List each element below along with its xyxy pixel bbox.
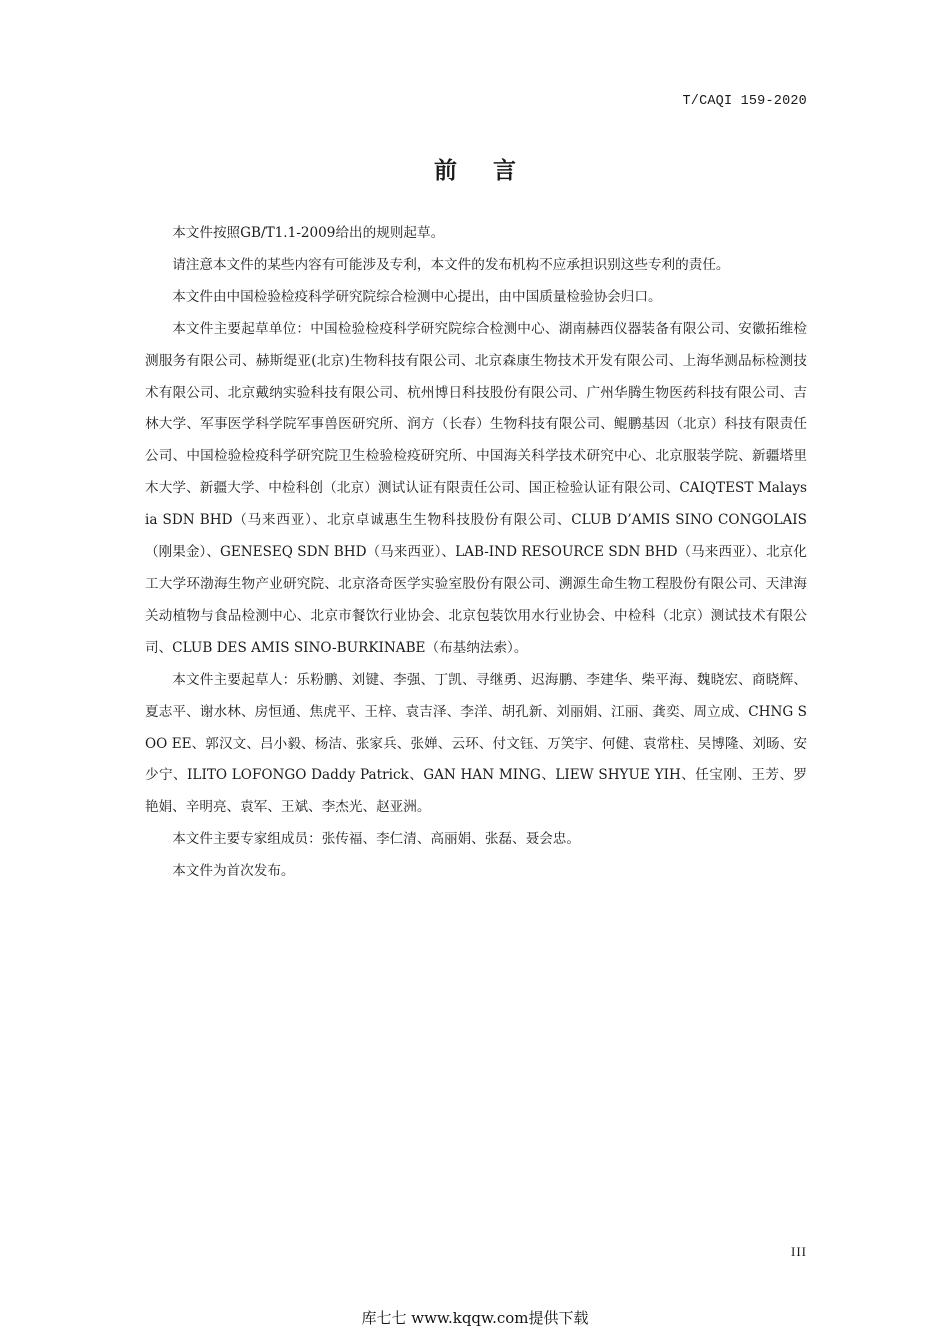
paragraph-drafting-units: 本文件主要起草单位：中国检验检疫科学研究院综合检测中心、湖南赫西仪器装备有限公司、安徽拓维检测服务有限公司、赫斯缇亚(北京)生物科技有限公司、北京森康生物技术开发有限公司、上海华测品标检测技术有限公司、北京戴纳实验科技有限公司、杭州博日科技股份有限公司、广州华腾生物医药科技有限公司、吉林大学、军事医学科学院军事兽医研究所、润方（长春）生物科技有限公司、鲲鹏基因（北京）科技有限责任公司、中国检验检疫科学研究院卫生检验检疫研究所、中国海关科学技术研究中心、北京服装学院、新疆塔里木大学、新疆大学、中检科创（北京）测试认证有限责任公司、国正检验认证有限公司、CAIQTEST Malaysia SDN BHD（马来西亚）、北京卓诚惠生生物科技股份有限公司、CLUB D’AMIS SINO CONGOLAIS（刚果金）、GENESEQ SDN BHD（马来西亚）、LAB-IND RESOURCE SDN BHD（马来西亚）、北京化工大学环渤海生物产业研究院、北京洛奇医学实验室股份有限公司、溯源生命生物工程股份有限公司、天津海关动植物与食品检测中心、北京市餐饮行业协会、北京包装饮用水行业协会、中检科（北京）测试技术有限公司、CLUB DES AMIS SINO-BURKINABE（布基纳法索）。 xyxy=(145,320,807,656)
foreword-body xyxy=(145,218,807,888)
paragraph-first-release: 本文件为首次发布。 xyxy=(172,863,295,880)
paragraph-patent-notice: 请注意本文件的某些内容有可能涉及专利，本文件的发布机构不应承担识别这些专利的责任。 xyxy=(172,256,730,273)
paragraph-proposer: 本文件由中国检验检疫科学研究院综合检测中心提出，由中国质量检验协会归口。 xyxy=(172,288,662,305)
paragraph-experts: 本文件主要专家组成员：张传福、李仁清、高丽娟、张磊、聂会忠。 xyxy=(172,831,580,848)
page-title: 前言 xyxy=(434,158,552,184)
paragraph-drafting-rules: 本文件按照GB/T1.1-2009给出的规则起草。 xyxy=(172,225,445,241)
document-code: T/CAQI 159-2020 xyxy=(682,94,807,109)
paragraph-drafters: 本文件主要起草人：乐粉鹏、刘键、李强、丁凯、寻继勇、迟海鹏、李建华、柴平海、魏晓宏、商晓辉、夏志平、谢水林、房恒通、焦虎平、王梓、袁吉泽、李洋、胡孔新、刘丽娟、江丽、龚奕、周立成、CHNG SOO EE、郭汉文、吕小毅、杨洁、张家兵、张婵、云环、付文钰、万笑宇、何健、袁常柱、吴博隆、刘旸、安少宁、ILITO LOFONGO Daddy Patrick、GAN HAN MING、LIEW SHYUE YIH、任宝刚、王芳、罗艳娟、辛明亮、袁军、王斌、李杰光、赵亚洲。 xyxy=(145,671,807,816)
page-number: III xyxy=(791,1244,807,1259)
download-watermark: 库七七 www.kqqw.com提供下载 xyxy=(361,1309,589,1327)
